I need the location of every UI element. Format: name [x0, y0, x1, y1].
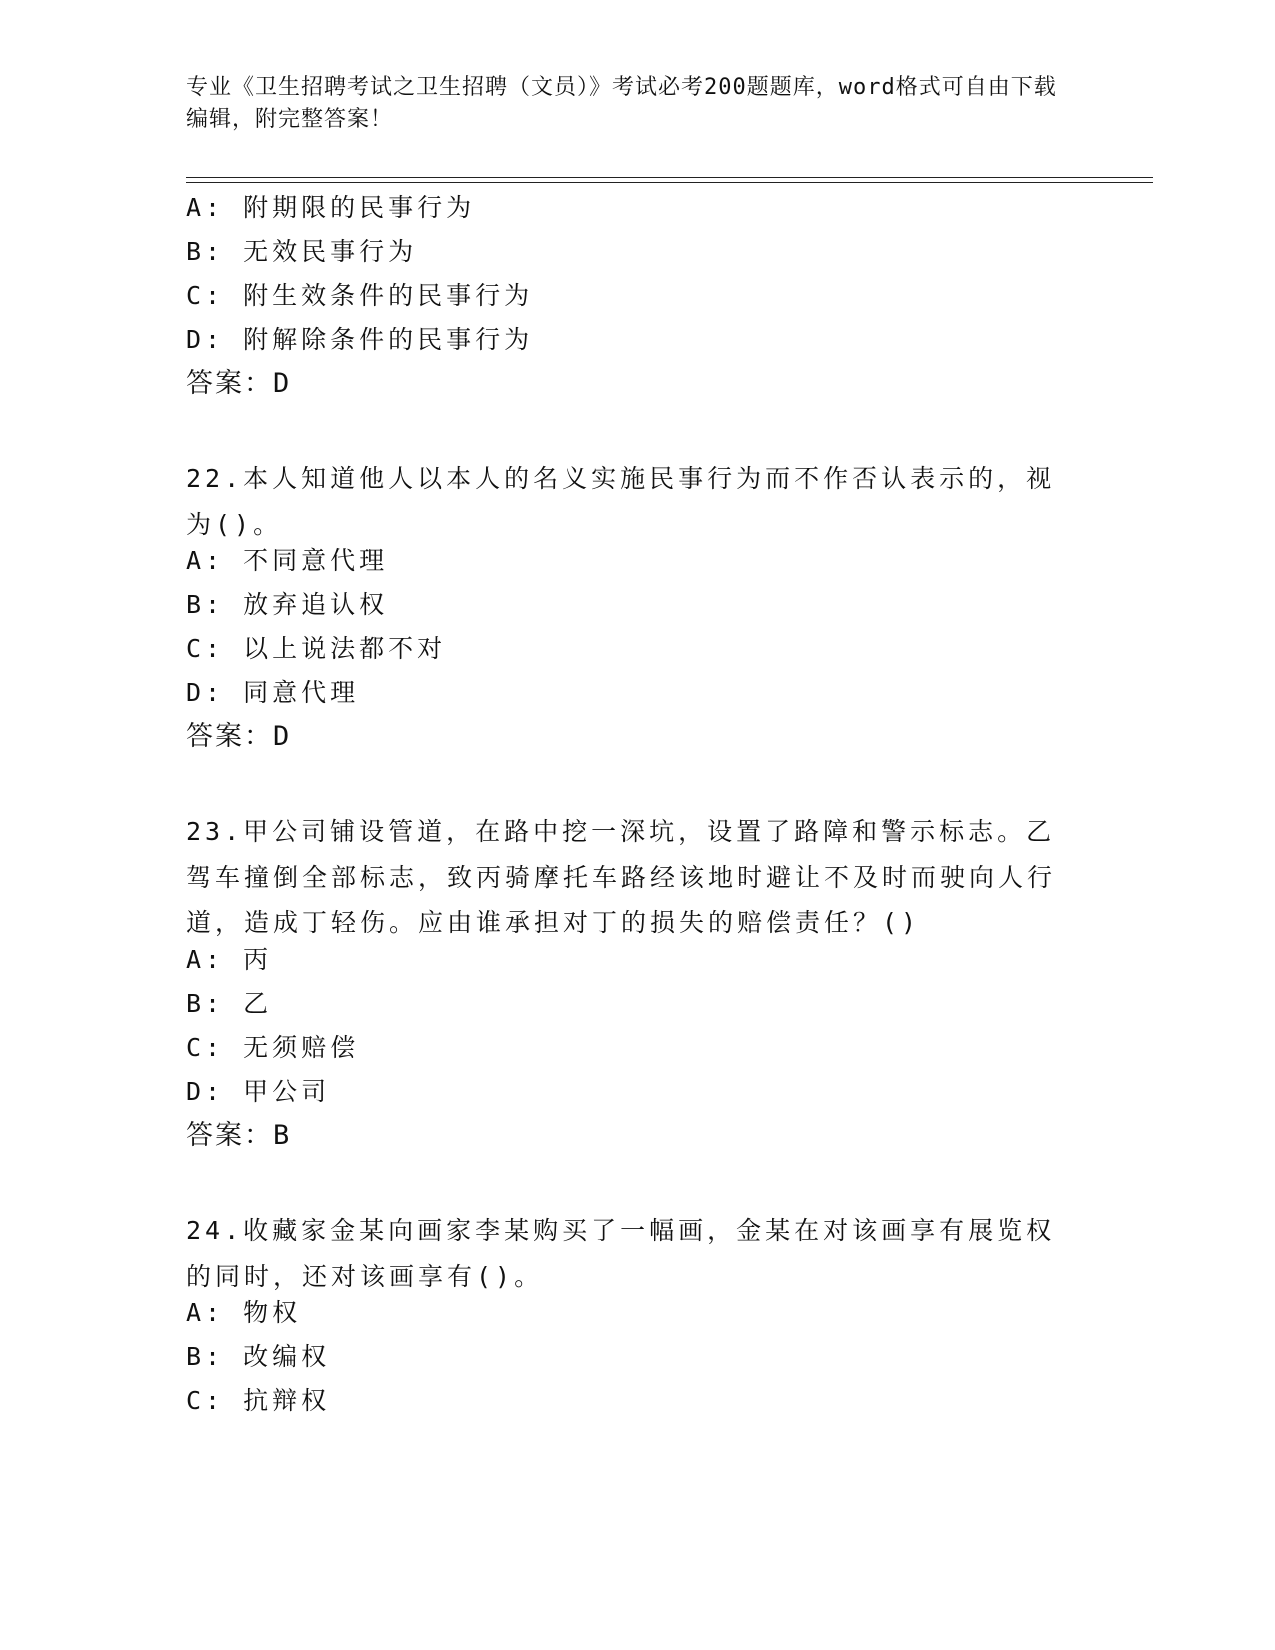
q22-question: 22.本人知道他人以本人的名义实施民事行为而不作否认表示的，视为()。 [186, 464, 1056, 539]
q24-option-a: A: 物权 [186, 1298, 302, 1327]
q23-option-b: B: 乙 [186, 989, 273, 1018]
q22-answer: 答案：D [186, 721, 292, 752]
q23-option-d: D: 甲公司 [186, 1077, 331, 1106]
q23-option-a: A: 丙 [186, 945, 273, 974]
q23-option-c: C: 无须赔偿 [186, 1033, 360, 1062]
q23-answer: 答案：B [186, 1120, 292, 1151]
header-divider-top [186, 177, 1153, 178]
q21-option-d: D: 附解除条件的民事行为 [186, 325, 534, 354]
q24-question: 24.收藏家金某向画家李某购买了一幅画，金某在对该画享有展览权的同时，还对该画享有()。 [186, 1216, 1056, 1291]
document-header: 专业《卫生招聘考试之卫生招聘（文员）》考试必考200题题库，word格式可自由下载编辑，附完整答案！ [186, 75, 1057, 132]
q24-option-c: C: 抗辩权 [186, 1386, 331, 1415]
q22-option-a: A: 不同意代理 [186, 546, 389, 575]
header-divider-bottom [186, 182, 1153, 183]
q21-option-b: B: 无效民事行为 [186, 237, 418, 266]
q22-option-d: D: 同意代理 [186, 678, 360, 707]
q23-question: 23.甲公司铺设管道，在路中挖一深坑，设置了路障和警示标志。乙驾车撞倒全部标志，致丙骑摩托车路经该地时避让不及时而驶向人行道，造成丁轻伤。应由谁承担对丁的损失的赔偿责任？() [186, 817, 1057, 937]
q22-option-b: B: 放弃追认权 [186, 590, 389, 619]
q21-option-a: A: 附期限的民事行为 [186, 193, 476, 222]
q21-answer: 答案：D [186, 368, 292, 399]
q22-option-c: C: 以上说法都不对 [186, 634, 447, 663]
q21-option-c: C: 附生效条件的民事行为 [186, 281, 534, 310]
q24-option-b: B: 改编权 [186, 1342, 331, 1371]
